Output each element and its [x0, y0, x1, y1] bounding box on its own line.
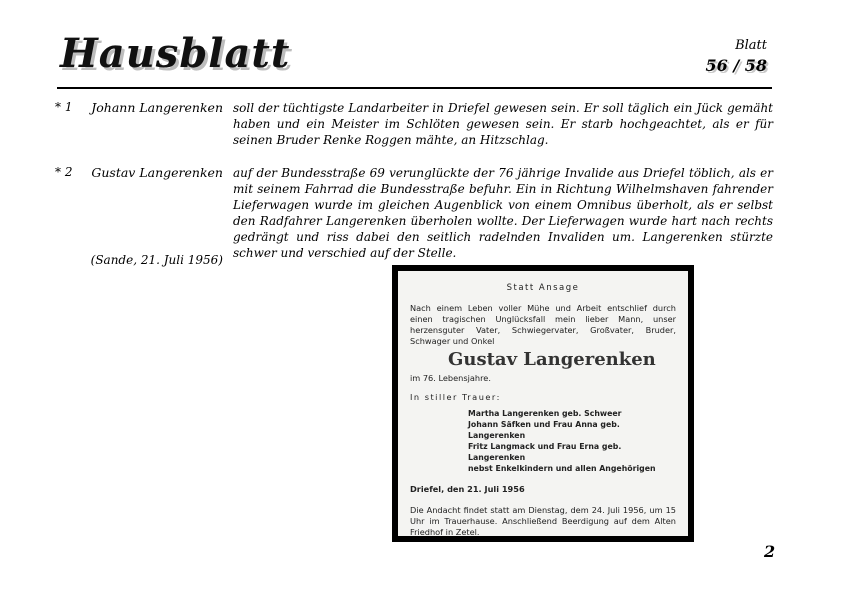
obituary-mourner: nebst Enkelkindern und allen Angehörigen	[468, 464, 656, 473]
obituary-clipping	[392, 265, 694, 542]
obituary-service: Die Andacht findet statt am Dienstag, dem 24. Juli 1956, um 15 Uhr im Trauerhause. Anschließend Beerdigung auf dem Alten Friedhof in Zetel.	[410, 505, 676, 537]
blatt-number: 56 / 58	[705, 56, 767, 75]
page-number: 2	[764, 542, 776, 561]
entry-number: * 1	[55, 100, 73, 114]
entry-number: * 2	[55, 165, 73, 179]
obituary-age: im 76. Lebensjahre.	[410, 373, 491, 383]
entry-name: Johann Langerenken	[91, 100, 223, 115]
header-rule	[57, 87, 772, 89]
obituary-heading: Statt Ansage	[506, 283, 580, 293]
entry-name: Gustav Langerenken	[91, 165, 223, 180]
obituary-mourning-heading: In stiller Trauer:	[410, 392, 501, 402]
obituary-mourner: Johann Säfken und Frau Anna geb. Langerenken	[468, 420, 620, 440]
page-title: Hausblatt	[60, 30, 291, 77]
entry-text: soll der tüchtigste Landarbeiter in Driefel gewesen sein. Er soll täglich ein Jück gemäht haben und ein Meister im Schlöten gewesen sein. Er starb hochgeachtet, als er für seinen Bruder Renke Roggen mähte, an Hitzschlag.	[233, 101, 773, 147]
obituary-mourner: Martha Langerenken geb. Schweer	[468, 409, 622, 418]
obituary-place-date: Driefel, den 21. Juli 1956	[410, 484, 525, 494]
entry-date: (Sande, 21. Juli 1956)	[90, 253, 223, 267]
entry-text: auf der Bundesstraße 69 verunglückte der 76 jährige Invalide aus Driefel töblich, als er mit seinem Fahrrad die Bundesstraße befuhr. Ein in Richtung Wilhelmshaven fahrender Lieferwagen wurde im gleichen Augenblick von einem Omnibus überholt, als er selbst den Radfahrer Langerenken überholen wollte. Der Lieferwagen wurde hart nach rechts gedrängt und riss dabei den seitlich radelnden Invaliden um. Langerenken stürzte schwer und verschied auf der Stelle.	[233, 166, 773, 260]
obituary-paper	[398, 271, 688, 536]
blatt-label: Blatt	[735, 38, 767, 53]
obituary-name: Gustav Langerenken	[448, 349, 656, 370]
obituary-mourner: Fritz Langmack und Frau Erna geb. Langerenken	[468, 442, 622, 462]
obituary-intro: Nach einem Leben voller Mühe und Arbeit entschlief durch einen tragischen Unglücksfall mein lieber Mann, unser herzensguter Vater, Schwiegervater, Großvater, Bruder, Schwager und Onkel	[410, 303, 676, 346]
